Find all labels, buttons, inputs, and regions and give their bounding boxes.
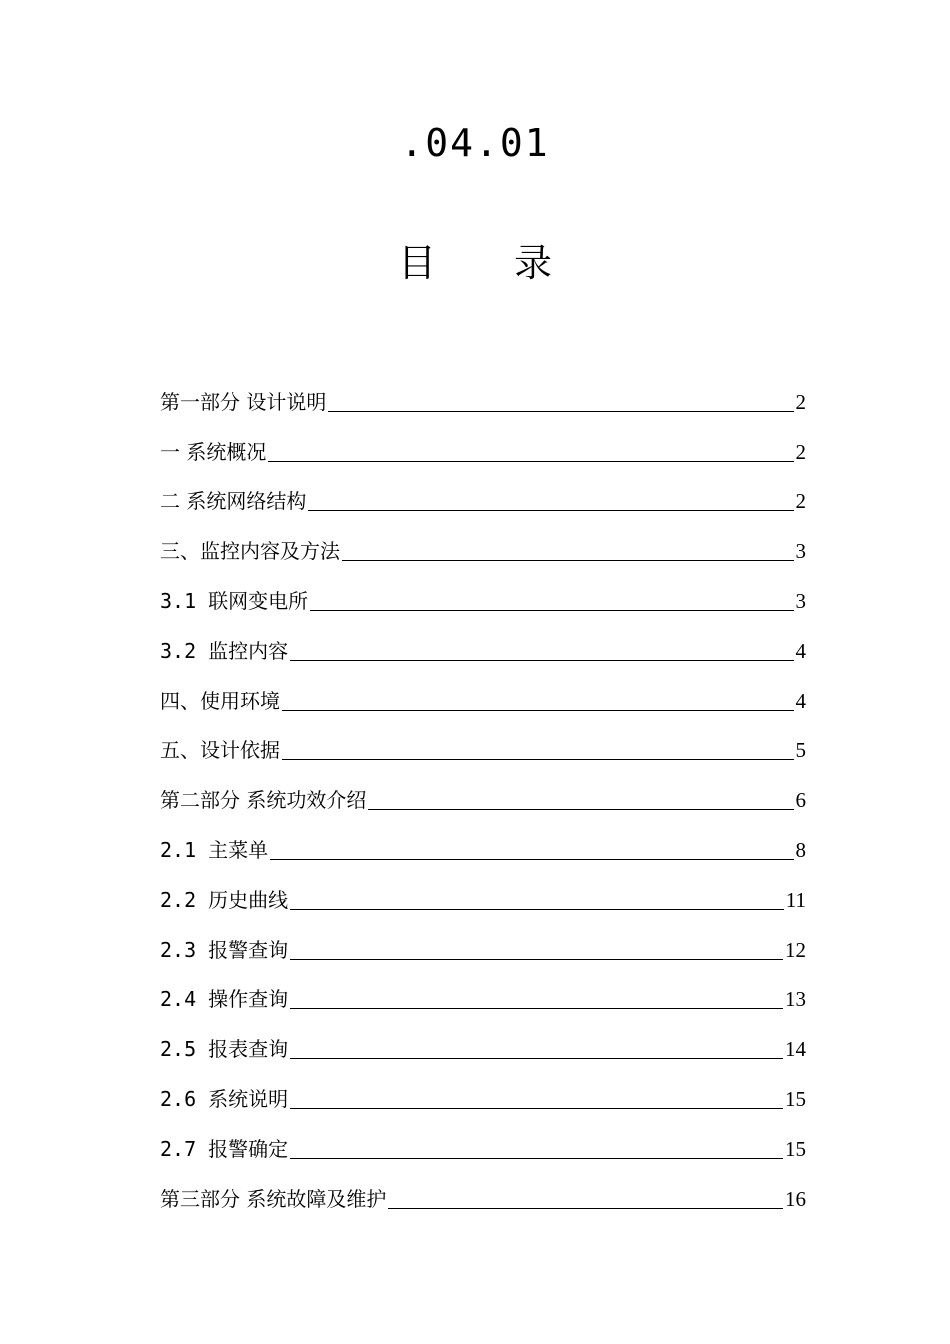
toc-entry-label <box>160 489 306 515</box>
toc-page-number: 8 <box>795 837 806 862</box>
toc-entry-number: 3.2 <box>160 638 197 663</box>
toc-entry-number: 2.5 <box>160 1037 197 1062</box>
toc-entry[interactable] <box>160 1063 806 1113</box>
toc-page-number: 11 <box>785 887 806 912</box>
toc-entry-number: 2.6 <box>160 1086 197 1111</box>
toc-leader-line <box>268 460 793 462</box>
toc-page-number: 13 <box>785 987 806 1012</box>
toc-leader-line <box>368 808 793 810</box>
toc-entry-label <box>160 788 366 814</box>
toc-leader-line <box>328 410 793 412</box>
toc-entry-text: 报警查询 <box>208 937 289 962</box>
toc-title <box>0 238 950 288</box>
toc-entry-label <box>160 440 266 466</box>
toc-entry-text: 操作查询 <box>208 987 289 1012</box>
toc-leader-line <box>308 509 793 511</box>
toc-page-number: 3 <box>795 588 806 613</box>
toc-page-number: 4 <box>795 688 806 713</box>
toc-page-number: 4 <box>795 638 806 663</box>
toc-entry[interactable] <box>160 466 806 516</box>
toc-page-number: 12 <box>785 937 806 962</box>
toc-entry-text: 主菜单 <box>208 837 269 862</box>
toc-entry-text: 一 系统概况 <box>160 439 267 464</box>
toc-leader-line <box>388 1207 783 1209</box>
toc-page-number: 5 <box>795 738 806 763</box>
toc-entry[interactable] <box>160 416 806 466</box>
toc-entry-label <box>160 838 268 864</box>
toc-entry[interactable] <box>160 764 806 814</box>
toc-entry-text: 第一部分 设计说明 <box>160 389 327 414</box>
toc-leader-line <box>290 1007 783 1009</box>
toc-entry-label <box>160 589 308 615</box>
toc-page-number: 3 <box>795 539 806 564</box>
toc-title-char-2: 录 <box>514 241 553 285</box>
toc-entry-label <box>160 987 288 1013</box>
toc-entry-label <box>160 938 288 964</box>
toc-entry[interactable] <box>160 1013 806 1063</box>
toc-page-number: 16 <box>785 1186 806 1211</box>
toc-entry[interactable] <box>160 814 806 864</box>
toc-entry-text: 联网变电所 <box>208 588 309 613</box>
toc-page-number: 15 <box>785 1086 806 1111</box>
toc-page-number: 2 <box>795 389 806 414</box>
toc-entry-text: 系统说明 <box>208 1086 289 1111</box>
toc-entry-text: 三、监控内容及方法 <box>160 539 340 564</box>
toc-entry-label <box>160 738 280 764</box>
toc-entry[interactable] <box>160 1163 806 1213</box>
toc-page-number: 2 <box>795 489 806 514</box>
toc-entry[interactable] <box>160 1113 806 1163</box>
toc-entry-label <box>160 539 340 565</box>
toc-title-char-1: 目 <box>397 241 436 285</box>
toc-leader-line <box>290 1057 783 1059</box>
toc-entry[interactable] <box>160 964 806 1014</box>
toc-entry-text: 二 系统网络结构 <box>160 489 307 514</box>
toc-entry[interactable] <box>160 914 806 964</box>
toc-page-number: 2 <box>795 439 806 464</box>
toc-entry-label <box>160 888 288 914</box>
toc-leader-line <box>310 609 793 611</box>
toc-entry-text: 历史曲线 <box>208 887 289 912</box>
toc-entry-number: 3.1 <box>160 588 197 613</box>
toc-leader-line <box>282 758 794 760</box>
toc-entry-number: 2.1 <box>160 837 197 862</box>
toc-entry-number: 2.2 <box>160 887 197 912</box>
toc-leader-line <box>290 1157 783 1159</box>
toc-entry-number: 2.3 <box>160 937 197 962</box>
toc-leader-line <box>270 858 793 860</box>
toc-entry-label <box>160 1187 386 1213</box>
toc-entry-text: 四、使用环境 <box>160 688 280 713</box>
toc-leader-line <box>290 1107 783 1109</box>
toc-leader-line <box>282 709 794 711</box>
toc-entry[interactable] <box>160 615 806 665</box>
toc-entry[interactable] <box>160 565 806 615</box>
toc-entry-label <box>160 689 280 715</box>
toc-page-number: 15 <box>785 1136 806 1161</box>
toc-entry-text: 第二部分 系统功效介绍 <box>160 788 367 813</box>
toc-entry-label <box>160 1087 288 1113</box>
toc-entry-label <box>160 1037 288 1063</box>
toc-entry-label <box>160 390 326 416</box>
toc-entry-number: 2.7 <box>160 1136 197 1161</box>
toc-entry-text: 监控内容 <box>208 638 289 663</box>
toc-entry-label <box>160 1137 288 1163</box>
toc-page-number: 14 <box>785 1037 806 1062</box>
toc-entry[interactable] <box>160 864 806 914</box>
toc-entry-text: 报警确定 <box>208 1136 289 1161</box>
toc-leader-line <box>342 559 794 561</box>
table-of-contents <box>160 366 806 1213</box>
toc-entry-label <box>160 639 288 665</box>
toc-entry-number: 2.4 <box>160 987 197 1012</box>
toc-leader-line <box>290 908 784 910</box>
toc-entry-text: 报表查询 <box>208 1037 289 1062</box>
toc-entry[interactable] <box>160 715 806 765</box>
toc-page-number: 6 <box>795 788 806 813</box>
toc-leader-line <box>290 659 793 661</box>
toc-entry-text: 第三部分 系统故障及维护 <box>160 1186 387 1211</box>
toc-entry[interactable] <box>160 366 806 416</box>
toc-entry-text: 五、设计依据 <box>160 738 280 763</box>
toc-leader-line <box>290 958 783 960</box>
document-date: .04.01 <box>400 121 550 165</box>
toc-entry[interactable] <box>160 515 806 565</box>
toc-entry[interactable] <box>160 665 806 715</box>
